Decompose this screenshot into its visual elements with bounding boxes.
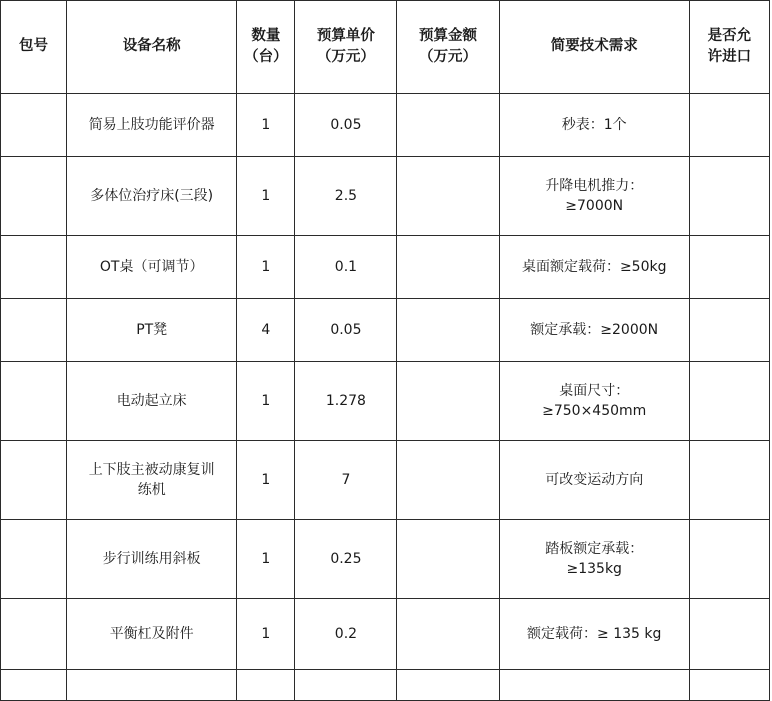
table-row bbox=[1, 599, 770, 670]
cell-tech-line1: 桌面尺寸： bbox=[559, 382, 630, 399]
cell-quantity: 1 bbox=[237, 362, 295, 441]
table-row bbox=[1, 441, 770, 520]
cell-unit-price: 2.5 bbox=[295, 157, 397, 236]
cell-amount bbox=[397, 520, 499, 599]
cell-equipment-name: 简易上肢功能评价器 bbox=[67, 94, 237, 157]
table-row bbox=[1, 94, 770, 157]
cell-equipment-name: 多体位治疗床(三段) bbox=[67, 157, 237, 236]
cell-import-allowed bbox=[689, 157, 769, 236]
cell-tech-requirement bbox=[499, 362, 689, 441]
cell-unit-price: 7 bbox=[295, 441, 397, 520]
cell-package-no bbox=[1, 299, 67, 362]
cell-quantity: 1 bbox=[237, 94, 295, 157]
cell-quantity: 1 bbox=[237, 236, 295, 299]
cell-tech-requirement bbox=[499, 670, 689, 701]
table-row bbox=[1, 362, 770, 441]
cell-import-allowed bbox=[689, 299, 769, 362]
header-package-no-text: 包号 bbox=[19, 38, 49, 55]
cell-equipment-name: PT凳 bbox=[67, 299, 237, 362]
header-unit-budget-line1: 预算单价 bbox=[316, 27, 375, 44]
cell-unit-price: 0.1 bbox=[295, 236, 397, 299]
cell-import-allowed bbox=[689, 362, 769, 441]
cell-package-no bbox=[1, 157, 67, 236]
header-import-allowed-line2: 许进口 bbox=[707, 49, 752, 65]
cell-package-no bbox=[1, 236, 67, 299]
cell-equipment-name-line2: 练机 bbox=[137, 482, 166, 498]
cell-tech-requirement: 额定载荷：≥ 135 kg bbox=[499, 599, 689, 670]
header-quantity-line1: 数量 bbox=[251, 27, 281, 44]
cell-tech-line1: 踏板额定承载： bbox=[545, 540, 644, 557]
cell-tech-line1: 升降电机推力： bbox=[545, 177, 644, 194]
cell-tech-requirement: 额定承载：≥2000N bbox=[499, 299, 689, 362]
cell-quantity: 4 bbox=[237, 299, 295, 362]
cell-tech-requirement bbox=[499, 157, 689, 236]
cell-import-allowed bbox=[689, 520, 769, 599]
cell-tech-line2: ≥135kg bbox=[566, 561, 622, 577]
cell-quantity: 1 bbox=[237, 157, 295, 236]
cell-unit-price: 0.05 bbox=[295, 299, 397, 362]
header-amount-budget-line2: （万元） bbox=[419, 49, 478, 65]
cell-quantity: 1 bbox=[237, 520, 295, 599]
cell-package-no bbox=[1, 520, 67, 599]
table-row bbox=[1, 236, 770, 299]
cell-amount bbox=[397, 299, 499, 362]
cell-unit-price: 0.2 bbox=[295, 599, 397, 670]
cell-package-no bbox=[1, 441, 67, 520]
cell-unit-price bbox=[295, 670, 397, 701]
header-amount-budget bbox=[397, 1, 499, 94]
cell-package-no bbox=[1, 670, 67, 701]
cell-tech-requirement: 桌面额定载荷：≥50kg bbox=[499, 236, 689, 299]
header-package-no bbox=[1, 1, 67, 94]
header-equipment-name-text: 设备名称 bbox=[122, 38, 181, 55]
cell-quantity: 1 bbox=[237, 441, 295, 520]
header-quantity bbox=[237, 1, 295, 94]
cell-package-no bbox=[1, 94, 67, 157]
header-tech-requirement bbox=[499, 1, 689, 94]
cell-unit-price: 0.05 bbox=[295, 94, 397, 157]
cell-tech-line2: ≥750×450mm bbox=[542, 403, 647, 419]
table-row bbox=[1, 157, 770, 236]
cell-import-allowed bbox=[689, 236, 769, 299]
cell-package-no bbox=[1, 599, 67, 670]
cell-amount bbox=[397, 670, 499, 701]
cell-equipment-name-line1: 上下肢主被动康复训 bbox=[88, 461, 215, 478]
cell-quantity: 1 bbox=[237, 599, 295, 670]
header-amount-budget-line1: 预算金额 bbox=[419, 27, 478, 44]
cell-import-allowed bbox=[689, 441, 769, 520]
cell-import-allowed bbox=[689, 670, 769, 701]
cell-equipment-name: 电动起立床 bbox=[67, 362, 237, 441]
cell-amount bbox=[397, 157, 499, 236]
header-import-allowed-line1: 是否允 bbox=[707, 27, 752, 44]
table-row bbox=[1, 520, 770, 599]
cell-equipment-name bbox=[67, 441, 237, 520]
cell-equipment-name: OT桌（可调节） bbox=[67, 236, 237, 299]
cell-amount bbox=[397, 599, 499, 670]
table-row bbox=[1, 299, 770, 362]
table-header-row bbox=[1, 1, 770, 94]
cell-tech-requirement: 秒表：1个 bbox=[499, 94, 689, 157]
cell-unit-price: 1.278 bbox=[295, 362, 397, 441]
cell-tech-requirement: 可改变运动方向 bbox=[499, 441, 689, 520]
header-equipment-name bbox=[67, 1, 237, 94]
cell-equipment-name: 步行训练用斜板 bbox=[67, 520, 237, 599]
header-unit-budget-line2: （万元） bbox=[316, 49, 375, 65]
cell-tech-requirement bbox=[499, 520, 689, 599]
header-quantity-line2: （台） bbox=[244, 49, 288, 65]
table-row-partial bbox=[1, 670, 770, 701]
cell-amount bbox=[397, 236, 499, 299]
header-unit-budget bbox=[295, 1, 397, 94]
cell-package-no bbox=[1, 362, 67, 441]
header-tech-requirement-text: 简要技术需求 bbox=[550, 38, 638, 55]
cell-amount bbox=[397, 362, 499, 441]
cell-import-allowed bbox=[689, 599, 769, 670]
cell-equipment-name bbox=[67, 670, 237, 701]
cell-unit-price: 0.25 bbox=[295, 520, 397, 599]
cell-tech-line2: ≥7000N bbox=[565, 198, 624, 214]
cell-amount bbox=[397, 94, 499, 157]
cell-equipment-name: 平衡杠及附件 bbox=[67, 599, 237, 670]
header-import-allowed bbox=[689, 1, 769, 94]
cell-quantity bbox=[237, 670, 295, 701]
cell-amount bbox=[397, 441, 499, 520]
cell-import-allowed bbox=[689, 94, 769, 157]
